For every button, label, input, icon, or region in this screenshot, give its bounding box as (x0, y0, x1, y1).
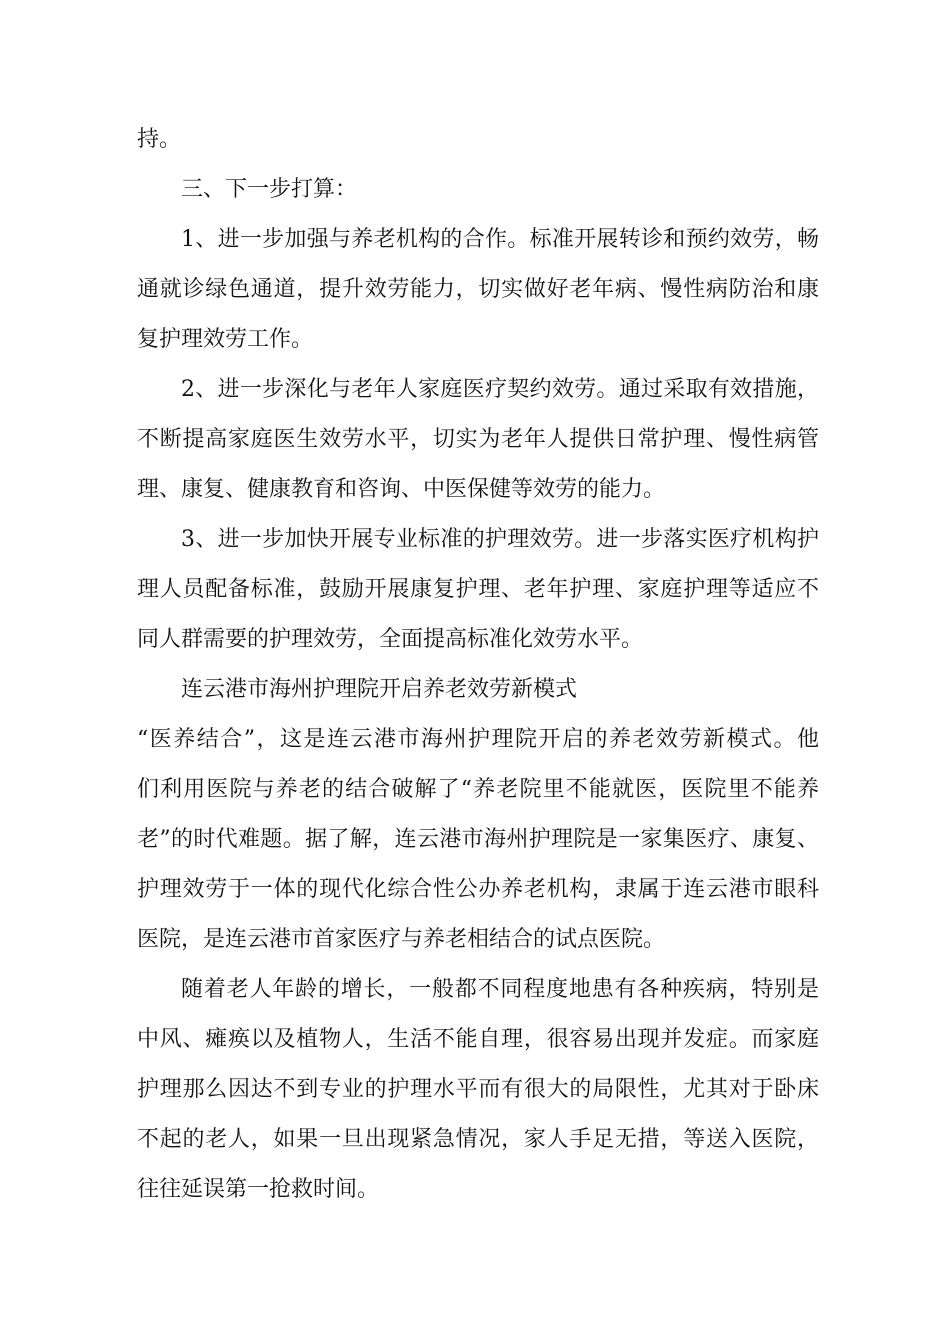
text-line: 医院，是连云港市首家医疗与养老相结合的试点医院。 (137, 927, 666, 952)
text-line: 持。 (137, 127, 182, 152)
text-line: 同人群需要的护理效劳，全面提高标准化效劳水平。 (137, 627, 644, 652)
text-line: 老”的时代难题。据了解，连云港市海州护理院是一家集医疗、康复、 (137, 827, 819, 852)
text-line: 们利用医院与养老的结合破解了“养老院里不能就医，医院里不能养 (137, 777, 819, 802)
text-line: 1、进一步加强与养老机构的合作。标准开展转诊和预约效劳，畅 (181, 227, 819, 252)
text-line: 护理效劳于一体的现代化综合性公办养老机构，隶属于连云港市眼科 (137, 877, 819, 902)
text-line: 中风、瘫痪以及植物人，生活不能自理，很容易出现并发症。而家庭 (137, 1027, 819, 1052)
text-line: 不起的老人，如果一旦出现紧急情况，家人手足无措，等送入医院， (137, 1127, 819, 1152)
text-line: 护理那么因达不到专业的护理水平而有很大的局限性，尤其对于卧床 (137, 1077, 819, 1102)
text-line: 通就诊绿色通道，提升效劳能力，切实做好老年病、慢性病防治和康 (137, 277, 819, 302)
text-line: “医养结合”，这是连云港市海州护理院开启的养老效劳新模式。他 (137, 727, 819, 752)
document-page (137, 115, 819, 1215)
text-line: 理人员配备标准，鼓励开展康复护理、老年护理、家庭护理等适应不 (137, 577, 819, 602)
text-line: 3、进一步加快开展专业标准的护理效劳。进一步落实医疗机构护 (181, 527, 819, 552)
text-line: 三、下一步打算： (181, 177, 358, 202)
text-line: 往往延误第一抢救时间。 (137, 1177, 380, 1202)
text-line: 随着老人年龄的增长，一般都不同程度地患有各种疾病，特别是 (181, 977, 819, 1002)
text-line: 2、进一步深化与老年人家庭医疗契约效劳。通过采取有效措施， (181, 377, 819, 402)
text-line: 不断提高家庭医生效劳水平，切实为老年人提供日常护理、慢性病管 (137, 427, 819, 452)
text-line: 复护理效劳工作。 (137, 327, 314, 352)
text-line: 理、康复、健康教育和咨询、中医保健等效劳的能力。 (137, 477, 666, 502)
text-line: 连云港市海州护理院开启养老效劳新模式 (181, 677, 578, 702)
